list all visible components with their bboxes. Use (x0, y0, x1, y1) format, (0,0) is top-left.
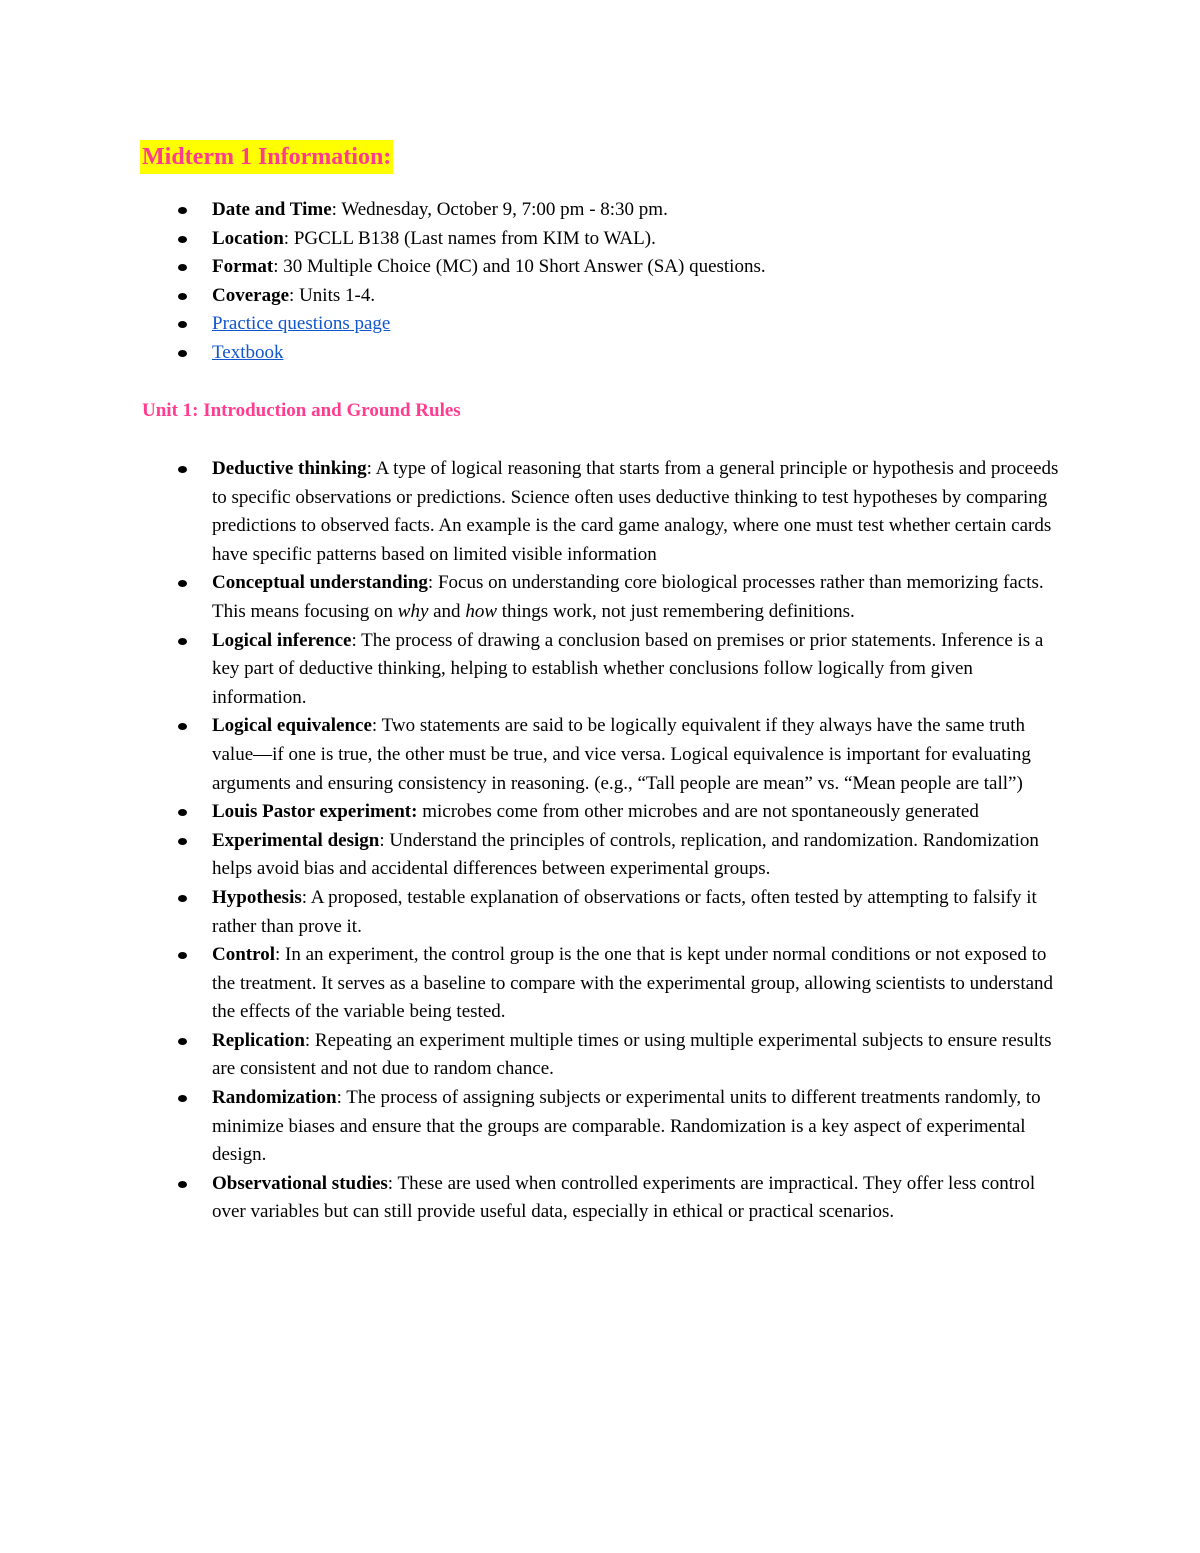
midterm-title: Midterm 1 Information: (140, 140, 393, 174)
textbook-link[interactable]: Textbook (212, 341, 284, 363)
list-item (212, 310, 1062, 339)
list-item (212, 569, 1062, 626)
item-emphasis: why (397, 600, 429, 622)
item-term: Louis Pastor experiment: (212, 801, 418, 823)
list-item (212, 225, 1062, 254)
item-separator: : (331, 199, 337, 220)
item-term: Date and Time (212, 199, 332, 220)
item-separator: : (304, 1029, 311, 1051)
item-term: Location (212, 227, 284, 249)
item-text: In an experiment, the control group is the one that is kept under normal conditions or not exposed to the treatment. It serves as a baseline to compare with the experimental group, allowing scientists to understand the effects of the variable being tested. (212, 944, 1054, 1023)
item-text: Wednesday, October 9, 7:00 pm - 8:30 pm. (336, 199, 668, 220)
bullet-icon (178, 293, 187, 300)
item-term: Deductive thinking (212, 458, 367, 479)
item-text: The process of drawing a conclusion based on premises or prior statements. Inference is a key part of deductive thinking, helping to establish whether conclusions follow logically from given information. (212, 629, 1044, 708)
item-separator: : (274, 944, 281, 966)
item-term: Control (212, 944, 275, 966)
item-term: Experimental design (212, 829, 380, 851)
bullet-icon (178, 638, 187, 645)
list-item (212, 712, 1062, 798)
bullet-icon (178, 321, 187, 328)
item-text: things work, not just remembering definitions. (497, 600, 855, 622)
bullet-icon (178, 1095, 187, 1102)
unit-1-heading: Unit 1: Introduction and Ground Rules (142, 400, 461, 421)
unit-1-term-list (142, 455, 1062, 1227)
item-term: Hypothesis (212, 886, 302, 908)
item-term: Observational studies (212, 1172, 388, 1194)
item-text: Understand the principles of controls, replication, and randomization. Randomization helps avoid bias and accidental differences between experimental groups. (212, 829, 1039, 880)
bullet-icon (178, 466, 187, 473)
item-separator: : (387, 1172, 394, 1194)
bullet-icon (178, 350, 187, 357)
item-separator: : (273, 256, 279, 277)
bullet-icon (178, 207, 187, 214)
item-text: A type of logical reasoning that starts from a general principle or hypothesis and proceeds to specific observations or predictions. Science often uses deductive thinking to test hypotheses by comparing predictions to observed facts. An example is the card game analogy, where one must test whether certain cards have specific patterns based on limited visible information (212, 458, 1059, 565)
bullet-icon (178, 952, 187, 959)
item-separator: : (351, 629, 357, 651)
item-text: Units 1-4. (294, 284, 376, 306)
list-item (212, 196, 1062, 225)
list-item (212, 827, 1062, 884)
bullet-icon (178, 723, 187, 730)
bullet-icon (178, 264, 187, 271)
practice-questions-link[interactable]: Practice questions page (212, 313, 391, 334)
bullet-icon (178, 809, 187, 816)
item-term: Replication (212, 1029, 305, 1051)
item-term: Randomization (212, 1087, 337, 1109)
item-term: Coverage (212, 284, 290, 306)
item-separator: : (289, 284, 295, 306)
item-separator: : (283, 227, 290, 249)
item-term: Logical equivalence (212, 715, 372, 737)
document-page (142, 140, 1062, 1227)
item-term: Conceptual understanding (212, 572, 428, 594)
item-text: and (428, 600, 466, 622)
item-text: PGCLL B138 (Last names from KIM to WAL). (289, 227, 656, 249)
item-text: A proposed, testable explanation of observations or facts, often tested by attempting to falsify it rather than prove it. (212, 886, 1037, 937)
item-text: The process of assigning subjects or experimental units to different treatments randomly, to minimize biases and ensure that the groups are comparable. Randomization is a key aspect of experimental design. (212, 1087, 1041, 1166)
item-separator: : (427, 572, 434, 594)
item-separator: : (371, 715, 378, 737)
item-separator: : (336, 1087, 342, 1109)
list-item (212, 253, 1062, 282)
midterm-info-list (142, 196, 1062, 367)
list-item (212, 941, 1062, 1027)
list-item (212, 1084, 1062, 1170)
item-term: Format (212, 256, 274, 277)
item-separator: : (366, 458, 372, 479)
item-emphasis: how (465, 600, 497, 622)
bullet-icon (178, 1181, 187, 1188)
list-item (212, 627, 1062, 713)
item-text: 30 Multiple Choice (MC) and 10 Short Answer (SA) questions. (278, 256, 766, 277)
item-separator: : (301, 886, 308, 908)
item-text: Two statements are said to be logically equivalent if they always have the same truth value—if one is true, the other must be true, and vice versa. Logical equivalence is important for evaluating arguments and ensuring consistency in reasoning. (e.g., “Tall people are mean” vs. “Mean people are tall”) (212, 715, 1031, 794)
item-term: Logical inference (212, 629, 352, 651)
list-item (212, 798, 1062, 827)
bullet-icon (178, 838, 187, 845)
item-text: Repeating an experiment multiple times or using multiple experimental subjects to ensure results are consistent and not due to random chance. (212, 1029, 1052, 1080)
list-item (212, 339, 1062, 368)
item-text: These are used when controlled experiments are impractical. They offer less control over variables but can still provide useful data, especially in ethical or practical scenarios. (212, 1172, 1036, 1223)
list-item (212, 1027, 1062, 1084)
item-text: microbes come from other microbes and are not spontaneously generated (417, 801, 979, 823)
list-item (212, 1170, 1062, 1227)
list-item (212, 455, 1062, 569)
item-text: Focus on understanding core biological processes rather than memorizing facts. This means focusing on (212, 572, 1044, 622)
list-item (212, 282, 1062, 311)
item-separator: : (379, 829, 385, 851)
bullet-icon (178, 580, 187, 587)
bullet-icon (178, 1038, 187, 1045)
list-item (212, 884, 1062, 941)
bullet-icon (178, 895, 187, 902)
bullet-icon (178, 236, 187, 243)
